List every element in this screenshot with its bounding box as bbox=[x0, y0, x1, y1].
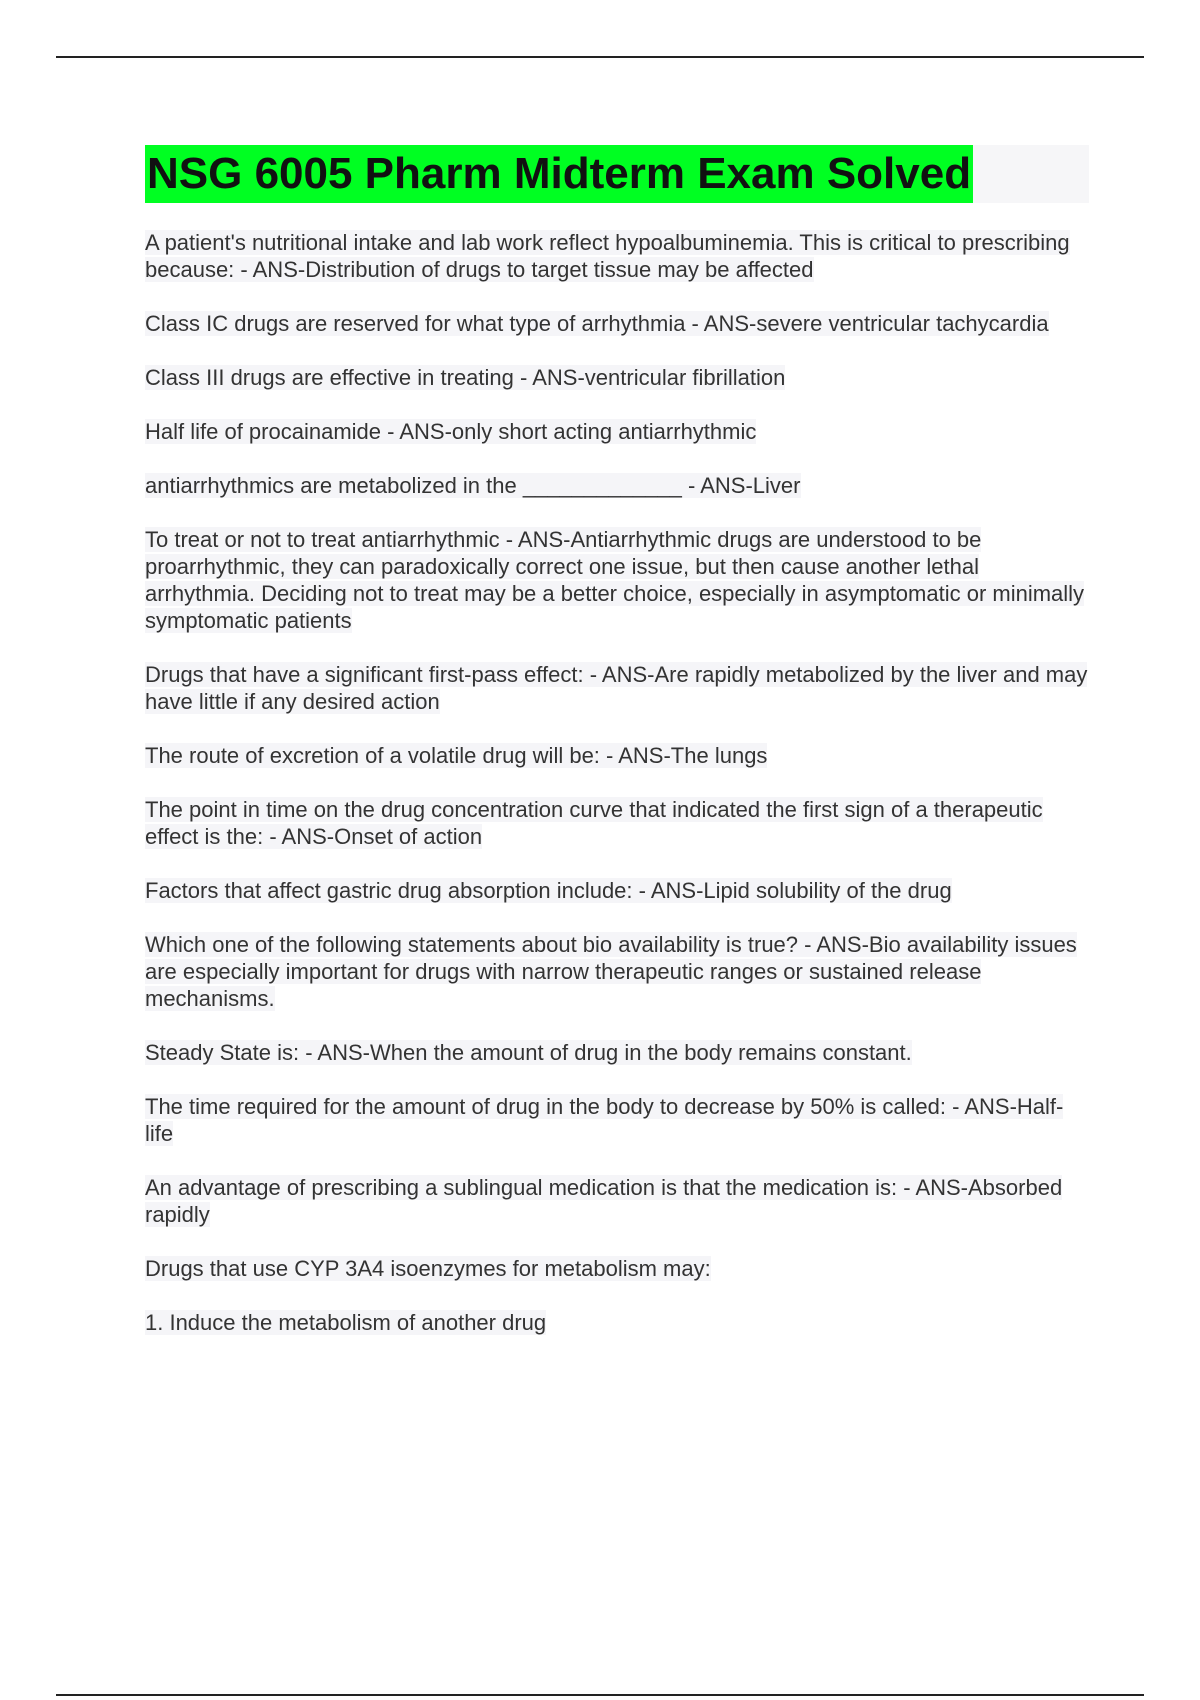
qa-item-class-ic: Class IC drugs are reserved for what type of arrhythmia - ANS-severe ventricular tachycardia bbox=[145, 311, 1049, 336]
qa-item-treat-or-not: To treat or not to treat antiarrhythmic - ANS-Antiarrhythmic drugs are understood to be proarrhythmic, they can paradoxically correct one issue, but then cause another lethal arrhythmia. Deciding not to treat may be a better choice, especially in asymptomatic or minimally symptomatic patients bbox=[145, 527, 1085, 633]
title-band bbox=[145, 145, 1089, 203]
qa-item-bioavailability: Which one of the following statements about bio availability is true? - ANS-Bio availability issues are especially important for drugs with narrow therapeutic ranges or sustained release mechanisms. bbox=[145, 932, 1077, 1011]
qa-item-first-pass: Drugs that have a significant first-pass effect: - ANS-Are rapidly metabolized by the liver and may have little if any desired action bbox=[145, 662, 1088, 714]
document-title: NSG 6005 Pharm Midterm Exam Solved bbox=[145, 145, 973, 203]
qa-item-volatile-excretion: The route of excretion of a volatile drug will be: - ANS-The lungs bbox=[145, 743, 768, 768]
qa-item-half-life: The time required for the amount of drug in the body to decrease by 50% is called: - ANS-Half-life bbox=[145, 1094, 1064, 1146]
qa-item-steady-state: Steady State is: - ANS-When the amount of drug in the body remains constant. bbox=[145, 1040, 912, 1065]
document-body bbox=[145, 145, 1090, 1363]
qa-item-hypoalbuminemia: A patient's nutritional intake and lab work reflect hypoalbuminemia. This is critical to prescribing because: - ANS-Distribution of drugs to target tissue may be affected bbox=[145, 230, 1070, 282]
qa-item-gastric-absorption: Factors that affect gastric drug absorption include: - ANS-Lipid solubility of the drug bbox=[145, 878, 952, 903]
qa-item-sublingual: An advantage of prescribing a sublingual medication is that the medication is: - ANS-Absorbed rapidly bbox=[145, 1175, 1063, 1227]
qa-item-procainamide: Half life of procainamide - ANS-only short acting antiarrhythmic bbox=[145, 419, 757, 444]
header-rule bbox=[56, 56, 1144, 58]
qa-item-cyp3a4: Drugs that use CYP 3A4 isoenzymes for metabolism may: bbox=[145, 1256, 711, 1281]
qa-item-onset-of-action: The point in time on the drug concentration curve that indicated the first sign of a therapeutic effect is the: - ANS-Onset of action bbox=[145, 797, 1043, 849]
qa-item-metabolized-liver: antiarrhythmics are metabolized in the _____________ - ANS-Liver bbox=[145, 473, 801, 498]
qa-item-induce-metabolism: 1. Induce the metabolism of another drug bbox=[145, 1310, 547, 1335]
qa-item-class-iii: Class III drugs are effective in treating - ANS-ventricular fibrillation bbox=[145, 365, 786, 390]
footer-rule bbox=[56, 1694, 1144, 1696]
